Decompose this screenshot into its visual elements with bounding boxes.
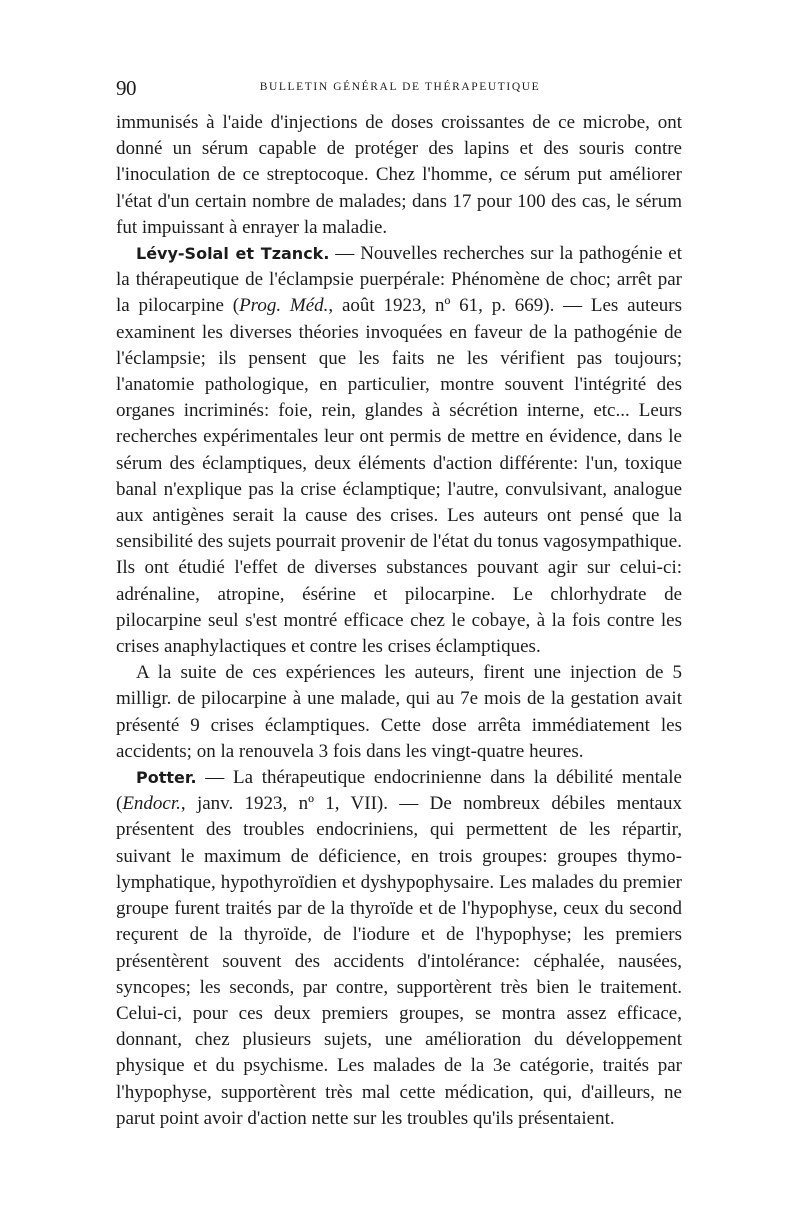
abstract-title: — Nouvelles recherches sur la pathogénie et la thérapeutique de l'éclampsie puerpérale: Phénomène de choc; arrêt par la pilocarpine ( [116,243,682,317]
abstract-potter [116,765,682,1132]
running-title: BULLETIN GÉNÉRAL DE THÉRAPEUTIQUE [259,81,541,93]
paragraph: immunisés à l'aide d'injections de doses croissantes de ce microbe, ont donné un sérum capable de protéger des lapins et des souris contre l'inoculation de ce streptocoque. Chez l'homme, ce sérum put améliorer l'état d'un certain nombre de malades; dans 17 pour 100 des cas, le sérum fut impuissant à enrayer la maladie. [116,112,682,238]
abstract-body: , janv. 1923, nº 1, VII). — De nombreux débiles mentaux présentent des troubles endocriniens, qui permettent de les répartir, suivant le maximum de déficience, en trois groupes: groupes thymo-lymphatique, hypothyroïdien et dyshypophysaire. Les malades du premier groupe furent traités par de la thyroïde et de l'hypophyse, ceux du second reçurent de la thyroïde, de l'iodure et de l'hypophyse; les premiers présentèrent souvent des accidents d'intolérance: céphalée, nausées, syncopes; les seconds, par contre, supportèrent très bien le traitement. Celui-ci, pour ces deux premiers groupes, se montra assez efficace, donnant, chez plusieurs sujets, une amélioration du développement physique et du psychisme. Les malades de la 3e catégorie, traités par l'hypophyse, supportèrent très mal cette médication, qui, d'ailleurs, ne parut point avoir d'action nette sur les troubles qu'ils présentaient. [116,793,682,1129]
abstract-title: — La thérapeutique endocrinienne dans la débilité mentale ( [116,767,682,815]
paragraph: A la suite de ces expériences les auteurs, firent une injection de 5 milligr. de pilocarpine à une malade, qui au 7e mois de la gestation avait présenté 9 crises éclamptiques. Cette dose arrêta immédiatement les accidents; on la renouvela 3 fois dans les vingt-quatre heures. [116,662,682,762]
abstract-levy-solal-tzanck [116,241,682,660]
body-text [116,110,682,1132]
page-number: 90 [116,76,136,100]
abstract-body: , août 1923, nº 61, p. 669). — Les auteurs examinent les diverses théories invoquées en faveur de la pathogénie de l'éclampsie; ils pensent que les faits ne les vérifient pas toujours; l'anatomie pathologique, en particulier, montre souvent l'intégrité des organes incriminés: foie, rein, glandes à sécrétion interne, etc... Leurs recherches expérimentales leur ont permis de mettre en évidence, dans le sérum des éclamptiques, deux éléments d'action différente: l'un, toxique banal n'explique pas la crise éclamptique; l'autre, convulsivant, analogue aux antigènes serait la cause des crises. Les auteurs ont pensé que la sensibilité des sujets pourrait provenir de l'état du tonus vagosympathique. Ils ont étudié l'effet de diverses substances pouvant agir sur celui-ci: adrénaline, atropine, ésérine et pilocarpine. Le chlorhydrate de pilocarpine seul s'est montré efficace chez le cobaye, à la fois contre les crises anaphylactiques et contre les crises éclamptiques. [116,295,682,658]
abstract-author: Lévy-Solal et Tzanck. [136,244,330,264]
abstract-source: Endocr. [122,793,181,815]
abstract-source: Prog. Méd. [239,295,329,317]
abstract-author: Potter. [136,768,197,788]
page-header [116,76,684,100]
